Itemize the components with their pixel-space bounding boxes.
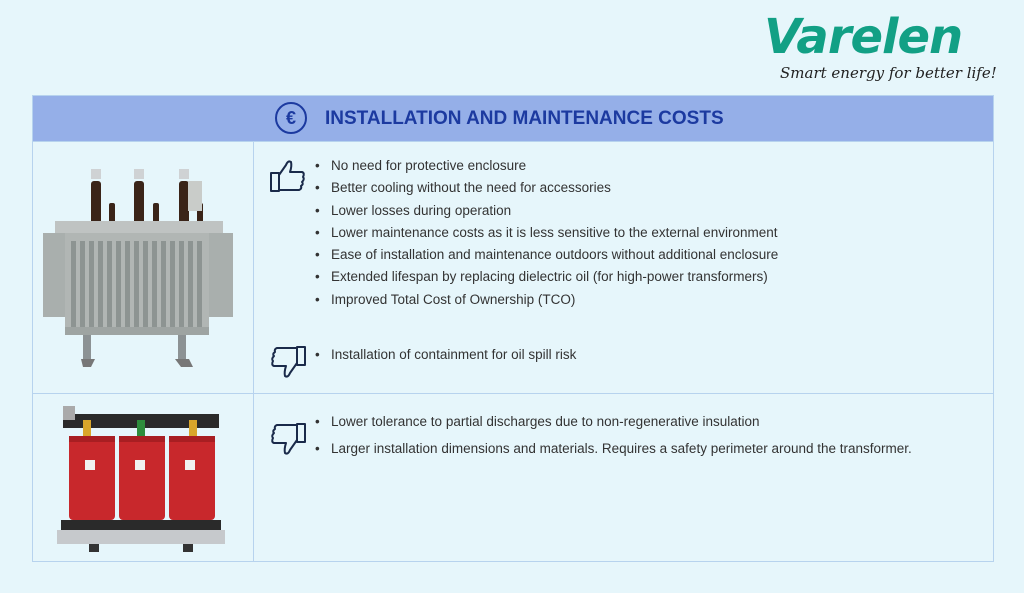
table-row-dry-transformer [33,394,993,561]
thumbs-up-icon [269,157,307,195]
euro-icon: € [275,102,307,134]
thumbs-down-icon [269,343,307,381]
oil-immersed-transformer-image [33,141,254,393]
list-item: • Lower maintenance costs as it is less sensitive to the external environment [315,222,778,244]
dry-type-transformer-image [33,394,254,561]
cons-list [315,344,576,366]
header-title: INSTALLATION AND MAINTENANCE COSTS [325,108,724,129]
brand-tagline: Smart energy for better life! [780,64,997,82]
table-header [33,96,993,142]
list-item: • Installation of containment for oil spill risk [315,344,576,366]
list-item: • Ease of installation and maintenance outdoors without additional enclosure [315,244,778,266]
brand-logo [760,8,997,94]
pros-list [315,155,778,311]
list-item: • Extended lifespan by replacing dielectric oil (for high-power transformers) [315,266,778,288]
list-item: • Better cooling without the need for accessories [315,177,778,199]
comparison-table [32,95,994,562]
brand-name: Varelen [764,9,963,65]
list-item: • Improved Total Cost of Ownership (TCO) [315,289,778,311]
list-item: • Lower losses during operation [315,200,778,222]
thumbs-down-icon [269,420,307,458]
table-row-oil-transformer [33,141,993,394]
list-item: • Larger installation dimensions and materials. Requires a safety perimeter around the transformer. [315,438,912,460]
cons-list [315,411,912,461]
list-item: • No need for protective enclosure [315,155,778,177]
list-item: • Lower tolerance to partial discharges due to non-regenerative insulation [315,411,912,433]
